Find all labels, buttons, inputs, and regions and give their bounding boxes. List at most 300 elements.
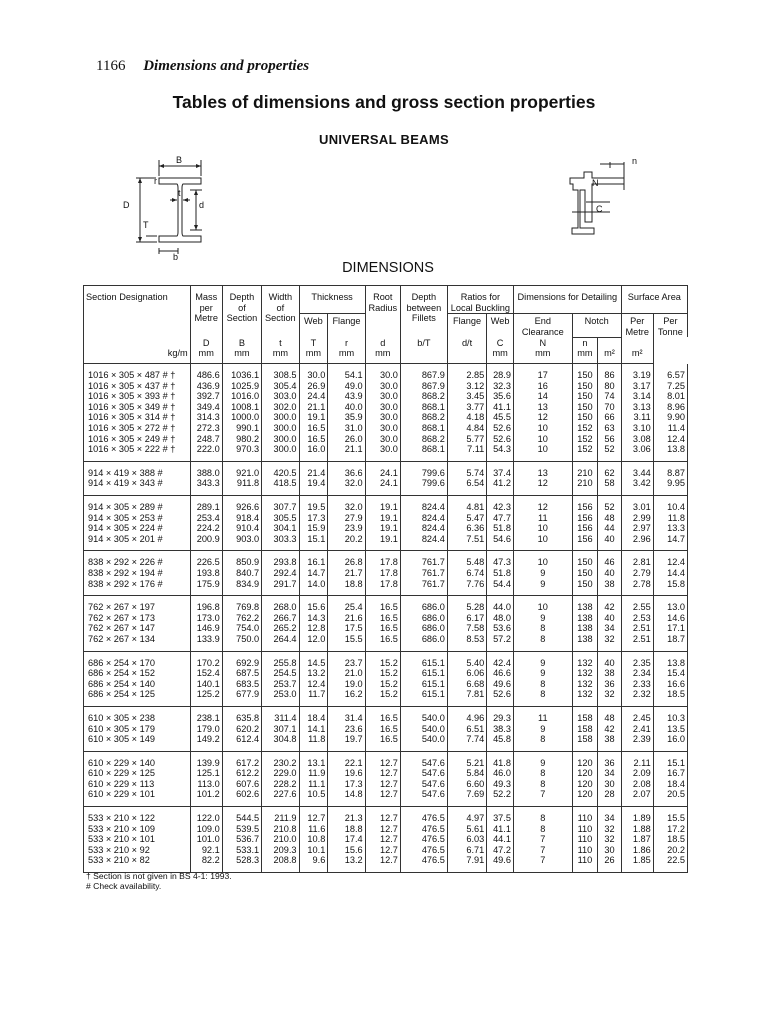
cell-value: 30.0: [365, 381, 400, 392]
cell-value: 3.19: [621, 364, 653, 381]
cell-value: 686.0: [400, 613, 447, 624]
cell-value: 156: [572, 523, 598, 534]
label-r: r: [154, 176, 157, 186]
cell-value: 7: [513, 834, 572, 845]
cell-value: 34: [598, 768, 621, 779]
cell-value: 544.5: [222, 807, 261, 824]
cell-designation: 762 × 267 × 197: [84, 596, 191, 613]
cell-value: 6.54: [447, 478, 486, 495]
cell-value: 248.7: [190, 434, 222, 445]
cell-value: 6.36: [447, 523, 486, 534]
cell-value: 138: [572, 623, 598, 634]
cell-value: 150: [572, 579, 598, 596]
cell-value: 32: [598, 834, 621, 845]
cell-designation: 686 × 254 × 125: [84, 689, 191, 706]
cell-designation: 610 × 305 × 238: [84, 706, 191, 723]
cell-value: 13.1: [299, 751, 328, 768]
cell-value: 12.7: [365, 789, 400, 806]
cell-value: 4.18: [447, 412, 486, 423]
cell-value: 17.5: [328, 623, 365, 634]
cell-value: 149.2: [190, 734, 222, 751]
cell-value: 8.01: [653, 391, 687, 402]
cell-value: 24.1: [365, 478, 400, 495]
cell-value: 30.0: [365, 412, 400, 423]
cell-value: 15.6: [299, 596, 328, 613]
cell-value: 11.7: [299, 689, 328, 706]
cell-value: 12.7: [365, 855, 400, 872]
cell-designation: 610 × 305 × 179: [84, 724, 191, 735]
cell-value: 12.0: [299, 634, 328, 651]
cell-value: 302.0: [262, 402, 299, 413]
cell-value: 19.5: [299, 496, 328, 513]
cell-value: 9.95: [653, 478, 687, 495]
cell-value: 8: [513, 623, 572, 634]
cell-value: 990.1: [222, 423, 261, 434]
cell-value: 8: [513, 689, 572, 706]
cell-value: 305.5: [262, 513, 299, 524]
cell-designation: 533 × 210 × 92: [84, 845, 191, 856]
cell-value: 40: [598, 651, 621, 668]
cell-value: 3.06: [621, 444, 653, 461]
label-T: T: [143, 220, 149, 230]
cell-value: 32.0: [328, 478, 365, 495]
cell-value: 82.2: [190, 855, 222, 872]
header-web: Web: [299, 314, 328, 338]
cell-value: 54.4: [487, 579, 514, 596]
cell-value: 5.47: [447, 513, 486, 524]
cell-value: 140.1: [190, 679, 222, 690]
cell-value: 2.11: [621, 751, 653, 768]
cell-value: 173.0: [190, 613, 222, 624]
cell-value: 20.5: [653, 789, 687, 806]
table-row: [84, 751, 688, 768]
cell-value: 18.5: [653, 834, 687, 845]
cell-value: 3.45: [447, 391, 486, 402]
cell-value: 15.4: [653, 668, 687, 679]
table-row: [84, 412, 688, 423]
cell-value: 222.0: [190, 444, 222, 461]
cell-value: 36: [598, 751, 621, 768]
cell-value: 1.87: [621, 834, 653, 845]
cell-value: 101.0: [190, 834, 222, 845]
cell-value: 13: [513, 402, 572, 413]
cell-value: 1.89: [621, 807, 653, 824]
cell-value: 38: [598, 579, 621, 596]
cell-value: 3.08: [621, 434, 653, 445]
cell-value: 539.5: [222, 824, 261, 835]
cell-value: 152: [572, 444, 598, 461]
cell-value: 41.1: [487, 402, 514, 413]
dimensions-table: [83, 285, 688, 873]
cell-value: 921.0: [222, 461, 261, 478]
unit-mm: mm: [375, 348, 391, 359]
cell-value: 750.0: [222, 634, 261, 651]
symbol-bT: b/T: [417, 337, 431, 348]
cell-value: 52: [598, 496, 621, 513]
cell-value: 28.9: [487, 364, 514, 381]
cell-value: 32.0: [328, 496, 365, 513]
cell-value: 42: [598, 596, 621, 613]
cell-value: 14.3: [299, 613, 328, 624]
cell-value: 307.7: [262, 496, 299, 513]
cell-value: 7.91: [447, 855, 486, 872]
unit-mm: mm: [577, 348, 593, 359]
cell-value: 14.8: [328, 789, 365, 806]
cell-value: 17.2: [653, 824, 687, 835]
cell-value: 150: [572, 391, 598, 402]
cell-value: 349.4: [190, 402, 222, 413]
cell-value: 300.0: [262, 434, 299, 445]
cell-value: 156: [572, 534, 598, 551]
cell-value: 24.4: [299, 391, 328, 402]
table-row: [84, 807, 688, 824]
cell-value: 21.1: [328, 444, 365, 461]
cell-value: 41.2: [487, 478, 514, 495]
cell-value: 14.7: [299, 568, 328, 579]
cell-value: 12.7: [365, 779, 400, 790]
cell-value: 2.39: [621, 734, 653, 751]
cell-designation: 914 × 305 × 201 #: [84, 534, 191, 551]
cell-value: 15.1: [299, 534, 328, 551]
unit-m2: m²: [631, 348, 643, 359]
cell-value: 305.4: [262, 381, 299, 392]
cell-value: 13.2: [328, 855, 365, 872]
cell-value: 761.7: [400, 568, 447, 579]
cell-value: 2.35: [621, 651, 653, 668]
unit-mm: mm: [272, 348, 288, 359]
cell-value: 19.1: [365, 534, 400, 551]
cell-value: 11: [513, 513, 572, 524]
cell-value: 230.2: [262, 751, 299, 768]
footnotes: [86, 871, 232, 891]
header-notch: Notch: [572, 314, 621, 338]
cell-value: 683.5: [222, 679, 261, 690]
cell-value: 5.77: [447, 434, 486, 445]
cell-value: 868.1: [400, 402, 447, 413]
cell-value: 37.4: [487, 461, 514, 478]
cell-value: 769.8: [222, 596, 261, 613]
symbol-D: D: [202, 337, 210, 348]
cell-value: 3.77: [447, 402, 486, 413]
cell-value: 9: [513, 568, 572, 579]
cell-value: 615.1: [400, 651, 447, 668]
cell-value: 14.7: [653, 534, 687, 551]
cell-value: 110: [572, 855, 598, 872]
cell-value: 8: [513, 824, 572, 835]
header-root-radius: Root Radius: [365, 286, 400, 338]
cell-value: 635.8: [222, 706, 261, 723]
symbol-n: n: [582, 337, 588, 348]
cell-value: 292.4: [262, 568, 299, 579]
cell-value: 209.3: [262, 845, 299, 856]
cell-value: 10: [513, 423, 572, 434]
cell-value: 799.6: [400, 461, 447, 478]
cell-value: 35.6: [487, 391, 514, 402]
table-row: [84, 364, 688, 381]
page-subtitle: UNIVERSAL BEAMS: [319, 132, 449, 147]
cell-value: 2.53: [621, 613, 653, 624]
table-row: [84, 689, 688, 706]
cell-value: 10: [513, 523, 572, 534]
cell-value: 824.4: [400, 534, 447, 551]
cell-value: 38.3: [487, 724, 514, 735]
cell-designation: 914 × 305 × 253 #: [84, 513, 191, 524]
cell-value: 46.6: [487, 668, 514, 679]
cell-value: 10.8: [299, 834, 328, 845]
cell-value: 16.5: [365, 706, 400, 723]
cell-value: 918.4: [222, 513, 261, 524]
cell-value: 18.4: [653, 779, 687, 790]
cell-value: 54.6: [487, 534, 514, 551]
cell-value: 840.7: [222, 568, 261, 579]
cell-value: 20.2: [328, 534, 365, 551]
cell-value: 15.2: [365, 689, 400, 706]
cell-value: 14.4: [653, 568, 687, 579]
cell-value: 13.8: [653, 444, 687, 461]
cell-value: 51.8: [487, 568, 514, 579]
cell-value: 150: [572, 402, 598, 413]
section-title: Dimensions and properties: [143, 58, 310, 74]
cell-value: 70: [598, 402, 621, 413]
cell-value: 30: [598, 779, 621, 790]
cell-value: 4.81: [447, 496, 486, 513]
cell-value: 2.79: [621, 568, 653, 579]
cell-value: 255.8: [262, 651, 299, 668]
cell-value: 547.6: [400, 789, 447, 806]
cell-value: 37.5: [487, 807, 514, 824]
cell-designation: 686 × 254 × 170: [84, 651, 191, 668]
cell-value: 138: [572, 596, 598, 613]
label-d: d: [199, 200, 205, 210]
cell-designation: 1016 × 305 × 437 # †: [84, 381, 191, 392]
cell-value: 10: [513, 534, 572, 551]
cell-value: 6.68: [447, 679, 486, 690]
cell-value: 238.1: [190, 706, 222, 723]
cell-value: 110: [572, 845, 598, 856]
cell-value: 32: [598, 689, 621, 706]
cell-value: 2.81: [621, 551, 653, 568]
cell-value: 19.0: [328, 679, 365, 690]
cell-value: 57.2: [487, 634, 514, 651]
table-row: [84, 623, 688, 634]
cell-value: 15.6: [328, 845, 365, 856]
cell-value: 11.4: [653, 423, 687, 434]
cell-value: 7.74: [447, 734, 486, 751]
cell-value: 7.25: [653, 381, 687, 392]
running-head: [96, 58, 309, 75]
label-b: b: [173, 252, 179, 260]
cell-value: 15.5: [328, 634, 365, 651]
cell-value: 10: [513, 434, 572, 445]
cell-value: 45.5: [487, 412, 514, 423]
cell-value: 3.11: [621, 412, 653, 423]
cell-value: 8.53: [447, 634, 486, 651]
cell-value: 19.1: [299, 412, 328, 423]
cell-value: 2.09: [621, 768, 653, 779]
cell-value: 17.3: [299, 513, 328, 524]
cell-value: 226.5: [190, 551, 222, 568]
table-row: [84, 534, 688, 551]
cell-value: 16.1: [299, 551, 328, 568]
table-row: [84, 478, 688, 495]
cell-designation: 1016 × 305 × 249 # †: [84, 434, 191, 445]
cell-value: 476.5: [400, 834, 447, 845]
cell-value: 536.7: [222, 834, 261, 845]
cell-value: 196.8: [190, 596, 222, 613]
cell-value: 970.3: [222, 444, 261, 461]
cell-value: 12.8: [299, 623, 328, 634]
cell-value: 761.7: [400, 579, 447, 596]
cell-designation: 533 × 210 × 101: [84, 834, 191, 845]
cell-value: 62: [598, 461, 621, 478]
cell-value: 7: [513, 789, 572, 806]
cell-value: 14.0: [299, 579, 328, 596]
cell-value: 7.11: [447, 444, 486, 461]
cell-value: 10.3: [653, 706, 687, 723]
cell-value: 30.0: [365, 423, 400, 434]
cell-designation: 686 × 254 × 152: [84, 668, 191, 679]
cell-value: 540.0: [400, 724, 447, 735]
cell-value: 343.3: [190, 478, 222, 495]
cell-value: 52.2: [487, 789, 514, 806]
label-B: B: [176, 155, 183, 165]
cell-value: 11.8: [653, 513, 687, 524]
cell-value: 2.55: [621, 596, 653, 613]
cell-value: 31.4: [328, 706, 365, 723]
table-row: [84, 634, 688, 651]
cell-value: 420.5: [262, 461, 299, 478]
cell-value: 300.0: [262, 444, 299, 461]
cell-value: 170.2: [190, 651, 222, 668]
cell-value: 1008.1: [222, 402, 261, 413]
cell-value: 15.2: [365, 679, 400, 690]
cell-value: 16.5: [299, 423, 328, 434]
cell-value: 1000.0: [222, 412, 261, 423]
cell-value: 49.0: [328, 381, 365, 392]
cell-value: 41.1: [487, 824, 514, 835]
cell-value: 2.51: [621, 623, 653, 634]
cell-designation: 1016 × 305 × 314 # †: [84, 412, 191, 423]
cell-value: 9: [513, 579, 572, 596]
cell-value: 21.4: [299, 461, 328, 478]
cell-value: 392.7: [190, 391, 222, 402]
cell-value: 7: [513, 845, 572, 856]
page-title: Tables of dimensions and gross section properties: [172, 92, 596, 112]
cell-value: 2.45: [621, 706, 653, 723]
cell-value: 16.5: [365, 724, 400, 735]
cell-value: 7.58: [447, 623, 486, 634]
header-depth: Depth of Section: [222, 286, 261, 338]
cell-value: 418.5: [262, 478, 299, 495]
cell-value: 868.2: [400, 434, 447, 445]
cell-value: 533.1: [222, 845, 261, 856]
cell-value: 110: [572, 807, 598, 824]
cell-value: 18.7: [653, 634, 687, 651]
table-row: [84, 706, 688, 723]
table-row: [84, 523, 688, 534]
cell-value: 110: [572, 834, 598, 845]
cell-designation: 914 × 305 × 289 #: [84, 496, 191, 513]
cell-value: 612.2: [222, 768, 261, 779]
cell-value: 8: [513, 779, 572, 790]
cell-value: 824.4: [400, 496, 447, 513]
label-n: n: [632, 156, 638, 166]
cell-value: 32.3: [487, 381, 514, 392]
cell-value: 602.6: [222, 789, 261, 806]
cell-value: 210.0: [262, 834, 299, 845]
cell-value: 44.0: [487, 596, 514, 613]
cell-value: 26.0: [328, 434, 365, 445]
cell-value: 2.78: [621, 579, 653, 596]
header-ratios: Ratios for Local Buckling: [447, 286, 513, 314]
cell-value: 19.4: [299, 478, 328, 495]
cell-value: 547.6: [400, 779, 447, 790]
cell-value: 16.5: [299, 434, 328, 445]
cell-value: 152: [572, 423, 598, 434]
cell-value: 17.3: [328, 779, 365, 790]
cell-value: 3.14: [621, 391, 653, 402]
unit-mm: mm: [338, 348, 355, 359]
cell-value: 11.9: [299, 768, 328, 779]
cell-value: 101.2: [190, 789, 222, 806]
cell-value: 158: [572, 734, 598, 751]
symbol-d: d: [380, 337, 386, 348]
cell-value: 122.0: [190, 807, 222, 824]
table-body: [84, 364, 688, 873]
table-row: [84, 444, 688, 461]
cell-value: 303.3: [262, 534, 299, 551]
cell-value: 210: [572, 478, 598, 495]
cell-value: 12: [513, 478, 572, 495]
cell-value: 227.6: [262, 789, 299, 806]
cell-value: 980.2: [222, 434, 261, 445]
cell-value: 13.5: [653, 724, 687, 735]
cell-value: 30.0: [365, 391, 400, 402]
symbol-dt: d/t: [461, 337, 473, 348]
cell-value: 12: [513, 496, 572, 513]
cell-value: 120: [572, 768, 598, 779]
symbol-t: t: [279, 337, 282, 348]
table-row: [84, 768, 688, 779]
cell-value: 615.1: [400, 668, 447, 679]
table-row: [84, 551, 688, 568]
cell-value: 18.5: [653, 689, 687, 706]
cell-value: 42.4: [487, 651, 514, 668]
cell-value: 911.8: [222, 478, 261, 495]
cell-value: 45.8: [487, 734, 514, 751]
cell-designation: 533 × 210 × 122: [84, 807, 191, 824]
cell-value: 132: [572, 689, 598, 706]
cell-value: 133.9: [190, 634, 222, 651]
cell-designation: 914 × 305 × 224 #: [84, 523, 191, 534]
symbol-T: T: [310, 337, 317, 348]
cell-value: 16.5: [365, 596, 400, 613]
cell-value: 16.5: [365, 623, 400, 634]
cell-value: 476.5: [400, 855, 447, 872]
cell-value: 2.96: [621, 534, 653, 551]
cell-value: 32: [598, 824, 621, 835]
cell-value: 2.32: [621, 689, 653, 706]
cell-value: 9: [513, 724, 572, 735]
cell-value: 152.4: [190, 668, 222, 679]
cell-designation: 914 × 419 × 343 #: [84, 478, 191, 495]
cell-value: 7.76: [447, 579, 486, 596]
cell-value: 12.4: [653, 551, 687, 568]
cell-value: 22.1: [328, 751, 365, 768]
cell-value: 6.03: [447, 834, 486, 845]
cell-value: 86: [598, 364, 621, 381]
table-row: [84, 834, 688, 845]
